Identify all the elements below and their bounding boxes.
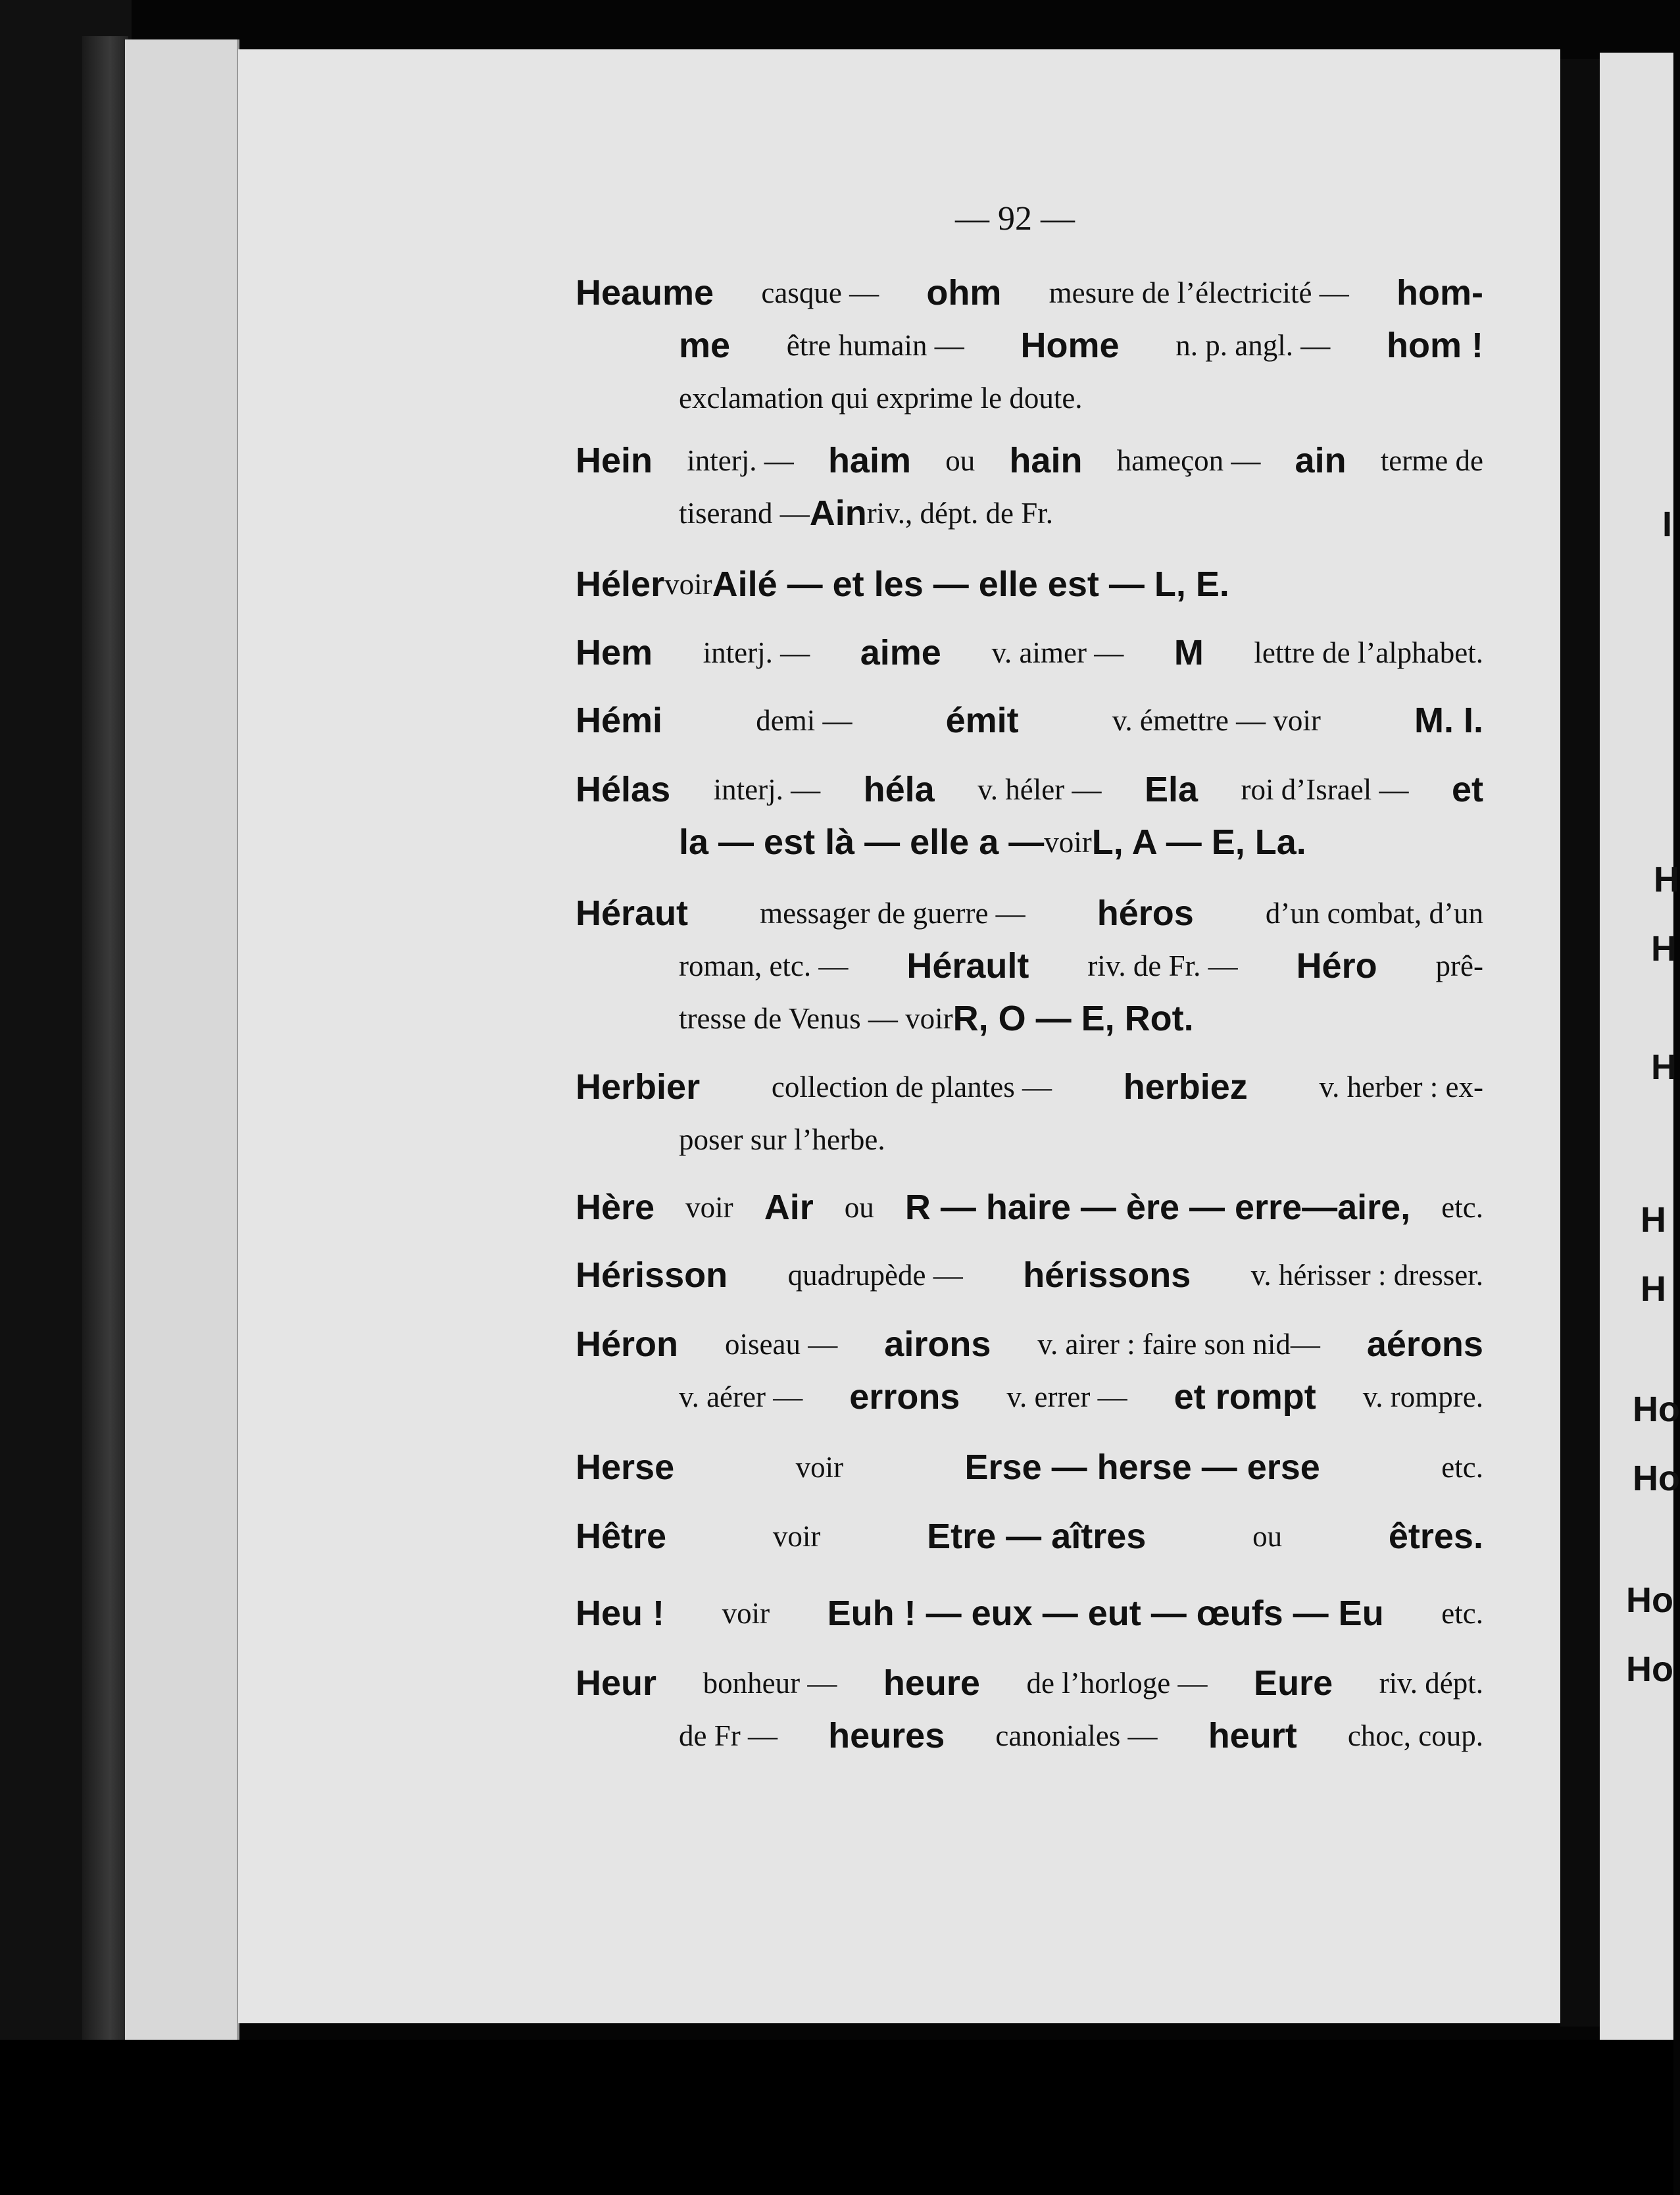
definition-text: n. p. angl. — <box>1175 329 1331 362</box>
entry-headword: Herbier <box>576 1067 701 1107</box>
homophone: et rompt <box>1174 1377 1316 1417</box>
definition-text: voir <box>1044 826 1092 859</box>
entry-line <box>576 1318 1483 1371</box>
definition-text: voir <box>664 568 712 601</box>
definition-text: riv., dépt. de Fr. <box>866 497 1053 530</box>
homophone: haim <box>828 441 911 480</box>
entry-line <box>576 626 1483 679</box>
definition-text: demi — <box>756 704 852 737</box>
homophone: M. I. <box>1414 701 1483 740</box>
homophone: ain <box>1295 441 1346 480</box>
entry-line <box>576 434 1483 487</box>
definition-text: voir <box>772 1520 821 1553</box>
dictionary-entry <box>576 694 1483 747</box>
definition-text: terme de <box>1380 444 1483 477</box>
definition-text: v. aérer — <box>679 1380 803 1413</box>
left-page-edge <box>125 39 239 2040</box>
dictionary-entry <box>576 1657 1483 1762</box>
entry-headword: Hère <box>576 1188 655 1227</box>
entry-headword: Hein <box>576 441 653 480</box>
homophone: aime <box>860 633 941 672</box>
book-gutter <box>1560 59 1600 2027</box>
definition-text: v. errer — <box>1006 1380 1127 1413</box>
entry-line <box>576 992 1483 1045</box>
homophone: Héro <box>1296 946 1377 986</box>
definition-text: lettre de l’alphabet. <box>1254 636 1483 669</box>
homophone: me <box>679 326 731 365</box>
definition-text: quadrupède — <box>787 1259 963 1292</box>
definition-text: mesure de l’électricité — <box>1049 276 1349 309</box>
entry-headword: Hérisson <box>576 1255 728 1295</box>
homophone: hérissons <box>1023 1255 1191 1295</box>
dictionary-entry <box>576 1061 1483 1166</box>
dictionary-entry <box>576 1249 1483 1301</box>
definition-text: v. hérisser : dresser. <box>1250 1259 1483 1292</box>
definition-text: v. rompre. <box>1362 1380 1483 1413</box>
definition-text: interj. — <box>713 773 821 806</box>
entry-line <box>576 1371 1483 1423</box>
definition-text: casque — <box>761 276 879 309</box>
dictionary-entry <box>576 1441 1483 1494</box>
homophone: ohm <box>926 273 1002 313</box>
homophone: Etre — aîtres <box>927 1517 1147 1556</box>
entry-line <box>576 1249 1483 1301</box>
definition-text: de l’horloge — <box>1026 1667 1208 1700</box>
dictionary-entry <box>576 1587 1483 1640</box>
definition-text: interj. — <box>687 444 794 477</box>
entry-headword: Heu ! <box>576 1594 664 1633</box>
entry-line <box>576 1510 1483 1563</box>
entry-line <box>576 1657 1483 1709</box>
homophone: hom- <box>1396 273 1483 313</box>
definition-text: de Fr — <box>679 1719 778 1752</box>
dictionary-entry <box>576 1318 1483 1423</box>
dictionary-entry <box>576 434 1483 540</box>
homophone: Ailé — et les — elle est — L, E. <box>712 565 1229 604</box>
definition-text: être humain — <box>786 329 964 362</box>
definition-text: etc. <box>1441 1451 1483 1484</box>
definition-text: roi d’Israel — <box>1241 773 1409 806</box>
homophone: aérons <box>1366 1325 1483 1364</box>
next-page-fragment: Ho <box>1626 1580 1673 1620</box>
dictionary-entry <box>576 558 1483 611</box>
definition-text: bonheur — <box>703 1667 837 1700</box>
definition-text: v. airer : faire son nid— <box>1037 1328 1320 1361</box>
homophone: Eure <box>1254 1663 1333 1703</box>
definition-text: ou <box>945 444 976 477</box>
next-page-fragment: Ho <box>1626 1650 1673 1689</box>
entry-headword: Heaume <box>576 273 714 313</box>
definition-text: exclamation qui exprime le doute. <box>679 382 1083 415</box>
definition-text: poser sur l’herbe. <box>679 1123 885 1156</box>
next-page-fragment: H <box>1651 929 1677 969</box>
homophone: Euh ! — eux — eut — œufs — Eu <box>827 1594 1384 1633</box>
next-page-fragment: I <box>1662 505 1673 544</box>
definition-text: v. héler — <box>977 773 1102 806</box>
homophone: airons <box>884 1325 991 1364</box>
entry-line <box>576 1061 1483 1113</box>
definition-text: choc, coup. <box>1347 1719 1483 1752</box>
definition-text: roman, etc. — <box>679 949 849 982</box>
entry-line <box>576 763 1483 816</box>
definition-text: ou <box>844 1191 874 1224</box>
homophone: hom ! <box>1386 326 1483 365</box>
definition-text: tresse de Venus — voir <box>679 1002 953 1035</box>
definition-text: v. herber : ex- <box>1319 1071 1483 1103</box>
next-page-fragment: H <box>1654 860 1679 899</box>
definition-text: riv. dépt. <box>1379 1667 1483 1700</box>
entry-line <box>576 1587 1483 1640</box>
entry-line <box>576 887 1483 940</box>
homophone: heures <box>828 1716 945 1755</box>
entry-line <box>576 816 1483 869</box>
homophone: la — est là — elle a — <box>679 822 1045 862</box>
homophone: Ain <box>809 493 867 533</box>
homophone: R — haire — ère — erre—aire, <box>904 1188 1411 1227</box>
entry-line <box>576 940 1483 992</box>
entry-line <box>576 1709 1483 1762</box>
entry-line <box>576 372 1483 424</box>
entry-headword: Héler <box>576 565 665 604</box>
entry-headword: Heur <box>576 1663 657 1703</box>
entry-headword: Hem <box>576 633 653 672</box>
scan-bottom-border <box>0 2040 1673 2195</box>
definition-text: etc. <box>1441 1191 1483 1224</box>
definition-text: ou <box>1252 1520 1283 1553</box>
definition-text: prê- <box>1435 949 1483 982</box>
entry-line <box>576 1113 1483 1166</box>
entry-headword: Herse <box>576 1448 675 1487</box>
definition-text: oiseau — <box>725 1328 838 1361</box>
definition-text: tiserand — <box>679 497 810 530</box>
book-binding-edge <box>82 36 128 2043</box>
homophone: et <box>1451 770 1483 809</box>
definition-text: messager de guerre — <box>760 897 1025 930</box>
homophone: Ela <box>1144 770 1198 809</box>
homophone: heure <box>883 1663 980 1703</box>
homophone: émit <box>945 701 1019 740</box>
definition-text: v. aimer — <box>991 636 1124 669</box>
homophone: hain <box>1009 441 1083 480</box>
definition-text: voir <box>795 1451 844 1484</box>
next-page-fragment: H <box>1641 1269 1666 1309</box>
definition-text: etc. <box>1441 1597 1483 1630</box>
entry-headword: Hémi <box>576 701 663 740</box>
dictionary-entry <box>576 1510 1483 1563</box>
dictionary-entry <box>576 887 1483 1045</box>
entry-line <box>576 266 1483 319</box>
page-number: — 92 — <box>955 200 1075 238</box>
dictionary-entry <box>576 626 1483 679</box>
entry-line <box>576 1441 1483 1494</box>
dictionary-entry <box>576 266 1483 424</box>
homophone: M <box>1174 633 1204 672</box>
homophone: R, O — E, Rot. <box>952 999 1194 1038</box>
definition-text: interj. — <box>703 636 810 669</box>
definition-text: hameçon — <box>1116 444 1261 477</box>
homophone: héla <box>863 770 935 809</box>
homophone: Home <box>1020 326 1120 365</box>
definition-text: voir <box>722 1597 770 1630</box>
entry-headword: Hêtre <box>576 1517 667 1556</box>
entry-line <box>576 319 1483 372</box>
entry-headword: Hélas <box>576 770 671 809</box>
dictionary-entry <box>576 763 1483 869</box>
definition-text: v. émettre — voir <box>1112 704 1321 737</box>
homophone: Air <box>764 1188 814 1227</box>
homophone: Hérault <box>906 946 1029 986</box>
definition-text: riv. de Fr. — <box>1087 949 1238 982</box>
next-page-fragment: Ho <box>1633 1390 1680 1429</box>
homophone: heurt <box>1208 1716 1297 1755</box>
homophone: errons <box>849 1377 960 1417</box>
next-page-fragment: H <box>1651 1047 1677 1087</box>
entry-line <box>576 558 1483 611</box>
next-page-fragment: H <box>1641 1200 1666 1240</box>
homophone: L, A — E, La. <box>1091 822 1306 862</box>
entry-headword: Héron <box>576 1325 679 1364</box>
entry-line <box>576 694 1483 747</box>
definition-text: d’un combat, d’un <box>1265 897 1483 930</box>
definition-text: collection de plantes — <box>771 1071 1052 1103</box>
definition-text: canoniales — <box>995 1719 1158 1752</box>
entry-line <box>576 487 1483 540</box>
homophone: herbiez <box>1123 1067 1248 1107</box>
entry-headword: Héraut <box>576 894 689 933</box>
dictionary-entry <box>576 1181 1483 1234</box>
homophone: êtres. <box>1388 1517 1483 1556</box>
homophone: héros <box>1097 894 1194 933</box>
entry-line <box>576 1181 1483 1234</box>
next-page-fragment: Ho <box>1633 1459 1680 1498</box>
homophone: Erse — herse — erse <box>964 1448 1320 1487</box>
definition-text: voir <box>685 1191 733 1224</box>
